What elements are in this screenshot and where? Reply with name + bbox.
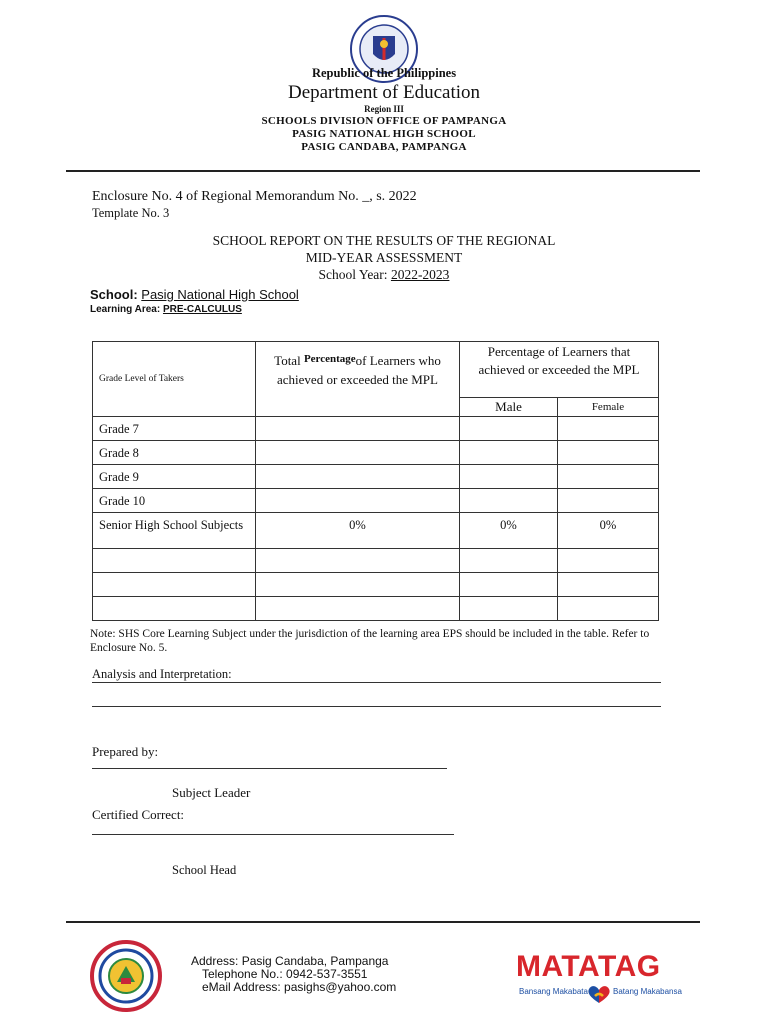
footer-email: eMail Address: pasighs@yahoo.com — [202, 980, 397, 994]
prepared-by-signature-line — [92, 768, 447, 769]
table-row — [93, 465, 659, 489]
matatag-tagline-right: Batang Makabansa — [613, 987, 682, 996]
school-field — [90, 287, 299, 302]
analysis-line-2 — [92, 706, 661, 707]
school-label: School: — [90, 287, 142, 302]
cell-total — [256, 489, 460, 513]
header-total-pre: Total — [274, 353, 304, 368]
cell-female — [558, 489, 659, 513]
results-table — [92, 341, 659, 621]
header-total-percentage — [256, 342, 460, 417]
cell-male — [460, 417, 558, 441]
template-text: Template No. 3 — [92, 206, 170, 220]
prepared-by-label: Prepared by: — [92, 744, 159, 759]
cell-grade: Senior High School Subjects — [93, 513, 256, 549]
school-head-label: School Head — [172, 863, 237, 877]
learning-area-value: PRE-CALCULUS — [162, 304, 242, 315]
cell-grade — [93, 597, 256, 621]
cell-total — [256, 465, 460, 489]
cell-female — [558, 441, 659, 465]
report-title-2: MID-YEAR ASSESSMENT — [305, 250, 463, 265]
school-logo — [90, 940, 162, 1012]
cell-female: 0% — [558, 513, 659, 549]
cell-grade: Grade 7 — [93, 417, 256, 441]
cell-total — [256, 573, 460, 597]
school-year — [0, 267, 768, 283]
footer-rule — [66, 921, 700, 923]
cell-total — [256, 549, 460, 573]
learning-area-label: Learning Area: — [90, 304, 163, 315]
table-row — [93, 549, 659, 573]
cell-total — [256, 597, 460, 621]
subject-leader-label: Subject Leader — [172, 785, 251, 800]
header-female: Female — [558, 398, 659, 417]
cell-male — [460, 597, 558, 621]
department-title: Department of Education — [287, 82, 481, 103]
cell-grade — [93, 573, 256, 597]
school-year-value: 2022-2023 — [390, 267, 450, 282]
school-line: PASIG NATIONAL HIGH SCHOOL — [292, 128, 476, 140]
table-row — [93, 573, 659, 597]
cell-total — [256, 417, 460, 441]
cell-grade: Grade 8 — [93, 441, 256, 465]
republic-line: Republic of the Philippines — [311, 66, 457, 80]
header-male: Male — [460, 398, 558, 417]
footer-telephone: Telephone No.: 0942-537-3551 — [202, 967, 368, 981]
school-year-label: School Year: — [318, 267, 391, 282]
table-row — [93, 417, 659, 441]
cell-male — [460, 465, 558, 489]
division-line: SCHOOLS DIVISION OFFICE OF PAMPANGA — [261, 115, 507, 127]
cell-female — [558, 549, 659, 573]
cell-total — [256, 441, 460, 465]
learning-area-field — [90, 304, 242, 315]
header-grade-level: Grade Level of Takers — [93, 342, 256, 417]
certified-correct-label: Certified Correct: — [92, 807, 185, 822]
cell-female — [558, 573, 659, 597]
table-row — [93, 441, 659, 465]
table-note: Note: SHS Core Learning Subject under the jurisdiction of the learning area EPS should be included in the table. Refer to Enclosure No. 5. — [90, 628, 650, 654]
cell-grade: Grade 9 — [93, 465, 256, 489]
cell-male — [460, 549, 558, 573]
table-row — [93, 597, 659, 621]
cell-grade: Grade 10 — [93, 489, 256, 513]
report-title-1: SCHOOL REPORT ON THE RESULTS OF THE REGIONAL — [212, 233, 556, 248]
cell-male — [460, 489, 558, 513]
table-row — [93, 489, 659, 513]
cell-female — [558, 417, 659, 441]
cell-total: 0% — [256, 513, 460, 549]
analysis-label: Analysis and Interpretation: — [92, 667, 232, 681]
matatag-logo: MATATAG — [516, 950, 661, 983]
cell-male: 0% — [460, 513, 558, 549]
table-row — [93, 513, 659, 549]
matatag-tagline-left: Bansang Makabata — [519, 987, 588, 996]
certified-signature-line — [92, 834, 454, 835]
cell-grade — [93, 549, 256, 573]
address-line: PASIG CANDABA, PAMPANGA — [301, 141, 467, 153]
school-name: Pasig National High School — [141, 287, 299, 302]
header-rule — [66, 170, 700, 172]
footer-address: Address: Pasig Candaba, Pampanga — [191, 954, 389, 968]
enclosure-text: Enclosure No. 4 of Regional Memorandum No. _, s. 2022 — [92, 189, 417, 204]
header-total-pct: Percentage — [303, 353, 356, 365]
header-split-percentage: Percentage of Learners that achieved or exceeded the MPL — [460, 342, 659, 398]
cell-female — [558, 597, 659, 621]
region-line: Region III — [364, 104, 404, 114]
cell-female — [558, 465, 659, 489]
cell-male — [460, 573, 558, 597]
header-total-post: of Learners who achieved or exceeded the MPL — [277, 353, 441, 387]
cell-male — [460, 441, 558, 465]
analysis-line-1 — [92, 682, 661, 683]
matatag-heart-icon — [586, 984, 612, 1004]
